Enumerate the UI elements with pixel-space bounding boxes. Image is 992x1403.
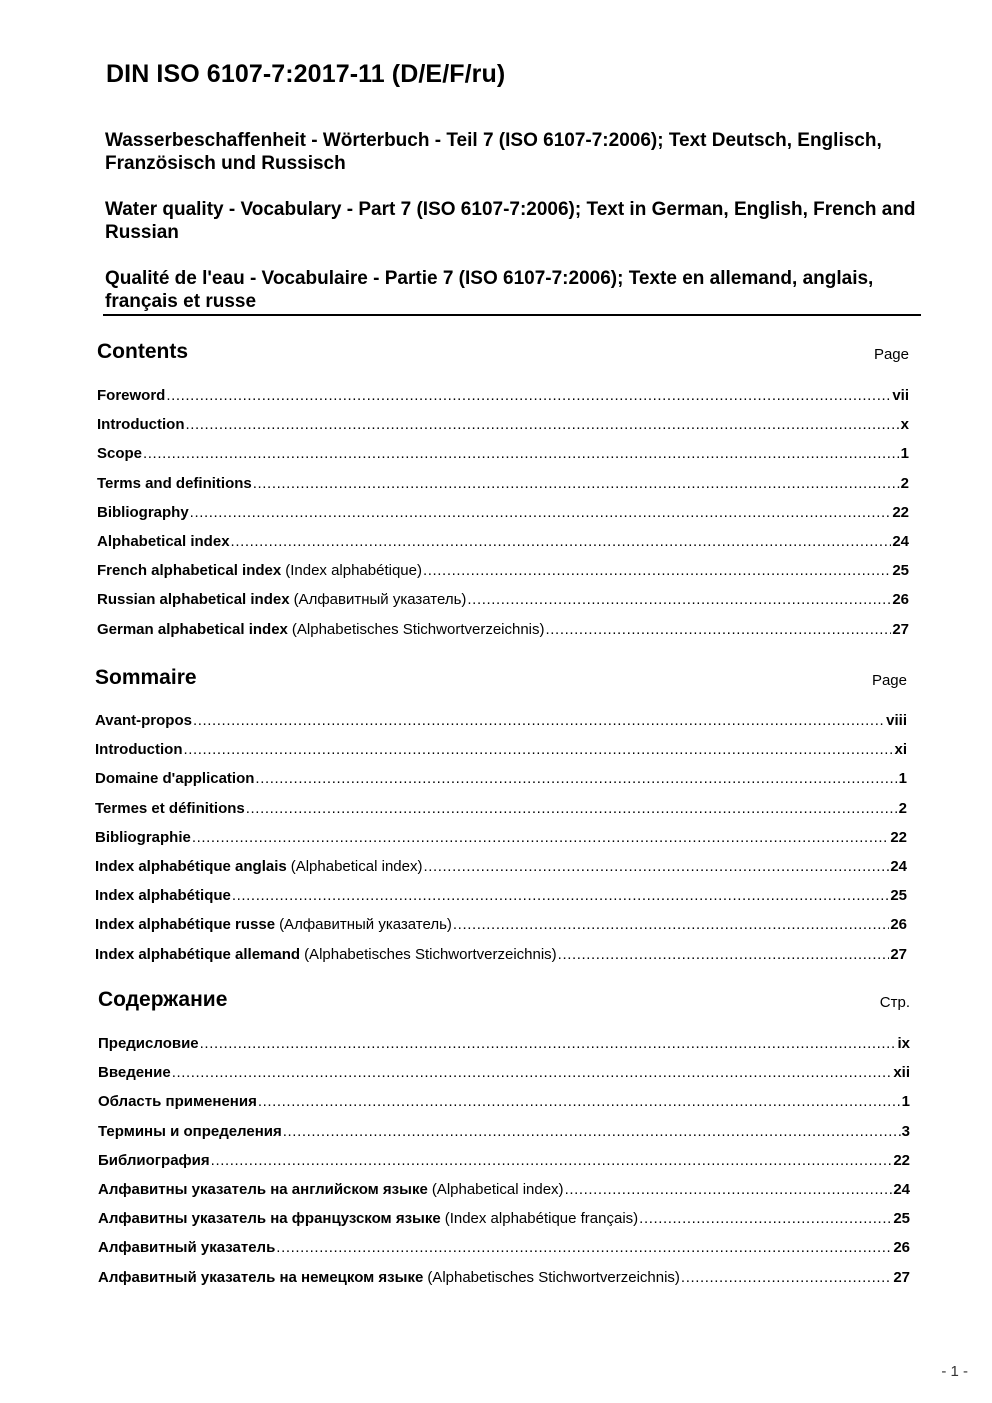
toc-dot-leader	[283, 1123, 901, 1140]
toc-entry-page: ix	[897, 1035, 910, 1052]
toc-dot-leader	[211, 1152, 893, 1169]
toc-entry-page: 26	[890, 916, 907, 934]
toc-entry-page: 27	[892, 620, 909, 638]
toc-section-sommaire	[95, 666, 907, 963]
toc-entry[interactable]	[97, 591, 909, 620]
toc-dot-leader	[246, 800, 898, 817]
toc-entry-page: 24	[893, 1180, 910, 1198]
toc-entry[interactable]	[97, 445, 909, 474]
toc-section-contents	[97, 340, 909, 638]
toc-entry[interactable]	[98, 1152, 910, 1181]
toc-entry-page: 1	[900, 445, 909, 463]
toc-dot-leader	[639, 1210, 892, 1227]
toc-dot-leader	[193, 712, 885, 729]
toc-entry[interactable]	[97, 504, 909, 533]
toc-entry-translation: (Alphabetisches Stichwortverzeichnis)	[427, 1268, 680, 1286]
toc-entry[interactable]	[98, 1181, 910, 1210]
toc-entry[interactable]	[97, 475, 909, 504]
toc-dot-leader	[681, 1269, 892, 1286]
toc-entry[interactable]	[95, 800, 907, 829]
toc-entry-translation: (Alphabetisches Stichwortverzeichnis)	[304, 945, 557, 963]
toc-entry-page: 27	[893, 1268, 910, 1286]
toc-entry-label: Алфавитны указатель на английском языке	[98, 1180, 428, 1198]
toc-entry-label: Bibliographie	[95, 828, 191, 846]
toc-entry-page: 25	[890, 887, 907, 905]
toc-dot-leader	[546, 621, 892, 638]
toc-section-soderzhanie	[98, 988, 910, 1286]
subtitle-french: Qualité de l'eau - Vocabulaire - Partie 7 (ISO 6107-7:2006); Texte en allemand, anglais, français et russe	[105, 268, 874, 312]
toc-entry-page: 22	[890, 828, 907, 846]
toc-dot-leader	[192, 829, 889, 846]
toc-dot-leader	[172, 1064, 893, 1081]
toc-entry-label: Введение	[98, 1064, 171, 1082]
toc-header	[98, 988, 910, 1014]
toc-entry-label: Scope	[97, 445, 143, 463]
page-number: - 1 -	[941, 1363, 968, 1380]
toc-dot-leader	[255, 770, 897, 787]
toc-dot-leader	[232, 887, 889, 904]
toc-entry-page: 2	[900, 474, 909, 492]
toc-entry-label: Index alphabétique russe	[95, 916, 276, 934]
toc-entry-label: Термины и определения	[98, 1122, 282, 1140]
toc-dot-leader	[423, 858, 889, 875]
toc-entry-label: Alphabetical index	[97, 532, 230, 550]
toc-entry-label: Библиография	[98, 1151, 210, 1169]
toc-entry-translation: (Alphabetical index)	[290, 857, 423, 875]
toc-entry-page: xi	[894, 741, 907, 759]
toc-entry-translation: (Alphabetisches Stichwortverzeichnis)	[291, 620, 545, 638]
toc-entry-label: French alphabetical index	[97, 562, 282, 580]
toc-dot-leader	[200, 1035, 897, 1052]
toc-entry-label: German alphabetical index	[97, 620, 288, 638]
toc-dot-leader	[565, 1181, 893, 1198]
subtitle-english: Water quality - Vocabulary - Part 7 (ISO 6107-7:2006); Text in German, English, French and Russian	[105, 199, 916, 243]
toc-entry[interactable]	[98, 1093, 910, 1122]
toc-entry-label: Алфавитны указатель на французском языке	[98, 1210, 441, 1228]
toc-entry-label: Область применения	[98, 1093, 257, 1111]
toc-dot-leader	[253, 475, 900, 492]
toc-entry-page: 26	[893, 1239, 910, 1257]
toc-dot-leader	[190, 504, 892, 521]
toc-dot-leader	[453, 916, 889, 933]
toc-entry-label: Алфавитный указатель на немецком языке	[98, 1268, 424, 1286]
toc-entry-label: Index alphabétique allemand	[95, 945, 301, 963]
toc-entry[interactable]	[97, 387, 909, 416]
toc-heading: Sommaire	[95, 666, 197, 689]
toc-dot-leader	[143, 445, 900, 462]
document-title: DIN ISO 6107-7:2017-11 (D/E/F/ru)	[106, 60, 506, 88]
toc-dot-leader	[423, 562, 891, 579]
toc-dot-leader	[258, 1093, 901, 1110]
toc-entry[interactable]	[95, 858, 907, 887]
toc-entry-label: Domaine d'application	[95, 770, 255, 788]
toc-heading: Содержание	[98, 988, 228, 1011]
toc-entry-page: 1	[901, 1093, 910, 1111]
toc-entry-label: Russian alphabetical index	[97, 591, 290, 609]
toc-entry[interactable]	[95, 887, 907, 916]
toc-list	[95, 712, 907, 975]
toc-header	[95, 666, 907, 692]
toc-entry-page: 25	[893, 1210, 910, 1228]
toc-entry-page: vii	[892, 387, 909, 404]
toc-entry-page: viii	[886, 712, 907, 729]
toc-dot-leader	[185, 416, 899, 433]
toc-dot-leader	[183, 741, 893, 758]
toc-entry[interactable]	[98, 1269, 910, 1298]
toc-entry-translation: (Alphabetical index)	[431, 1180, 564, 1198]
toc-entry-label: Предисловие	[98, 1035, 199, 1052]
toc-entry-page: 25	[892, 562, 909, 580]
toc-entry-page: 27	[890, 945, 907, 963]
toc-entry-label: Index alphabétique	[95, 887, 231, 905]
toc-entry-label: Termes et définitions	[95, 799, 245, 817]
toc-page-label: Page	[871, 672, 907, 689]
toc-page-label: Page	[873, 346, 909, 363]
toc-page-label: Стр.	[879, 994, 910, 1011]
subtitle-german: Wasserbeschaffenheit - Wörterbuch - Teil 7 (ISO 6107-7:2006); Text Deutsch, Englisch, Französisch und Russisch	[105, 130, 882, 174]
toc-entry-page: 24	[892, 532, 909, 550]
toc-entry-translation: (Index alphabétique français)	[444, 1210, 639, 1228]
toc-dot-leader	[558, 946, 890, 963]
toc-entry[interactable]	[97, 621, 909, 650]
toc-entry[interactable]	[98, 1239, 910, 1268]
toc-entry-page: 26	[892, 591, 909, 609]
toc-entry-label: Bibliography	[97, 503, 189, 521]
toc-entry-translation: (Алфавитный указатель)	[293, 591, 467, 609]
toc-entry-page: 22	[893, 1151, 910, 1169]
toc-dot-leader	[467, 591, 891, 608]
toc-dot-leader	[166, 387, 891, 404]
toc-entry-page: 3	[901, 1122, 910, 1140]
toc-entry-label: Introduction	[95, 741, 183, 759]
toc-entry-page: 24	[890, 857, 907, 875]
toc-entry[interactable]	[97, 562, 909, 591]
toc-entry[interactable]	[98, 1123, 910, 1152]
toc-dot-leader	[276, 1239, 892, 1256]
toc-heading: Contents	[97, 340, 188, 363]
toc-header	[97, 340, 909, 366]
toc-entry[interactable]	[95, 946, 907, 975]
toc-entry[interactable]	[98, 1210, 910, 1239]
title-divider	[103, 314, 921, 316]
toc-entry-label: Terms and definitions	[97, 474, 252, 492]
toc-entry[interactable]	[95, 829, 907, 858]
toc-entry[interactable]	[95, 712, 907, 741]
toc-entry[interactable]	[97, 416, 909, 445]
toc-entry-page: xii	[893, 1064, 910, 1082]
toc-entry-page: 22	[892, 503, 909, 521]
toc-entry-label: Avant-propos	[95, 712, 192, 729]
toc-entry-label: Алфавитный указатель	[98, 1239, 276, 1257]
toc-list	[97, 387, 909, 650]
toc-entry[interactable]	[95, 770, 907, 799]
toc-list	[98, 1035, 910, 1298]
toc-entry-page: 1	[898, 770, 907, 788]
toc-entry-page: x	[900, 416, 909, 434]
toc-entry-label: Index alphabétique anglais	[95, 857, 287, 875]
toc-entry[interactable]	[95, 741, 907, 770]
toc-entry[interactable]	[98, 1035, 910, 1064]
toc-entry[interactable]	[95, 916, 907, 945]
toc-entry-translation: (Index alphabétique)	[285, 562, 422, 580]
toc-entry-label: Foreword	[97, 387, 166, 404]
toc-entry-translation: (Алфавитный указатель)	[279, 916, 452, 934]
toc-entry-page: 2	[898, 799, 907, 817]
toc-entry-label: Introduction	[97, 416, 185, 434]
toc-entry[interactable]	[97, 533, 909, 562]
toc-entry[interactable]	[98, 1064, 910, 1093]
toc-dot-leader	[231, 533, 892, 550]
